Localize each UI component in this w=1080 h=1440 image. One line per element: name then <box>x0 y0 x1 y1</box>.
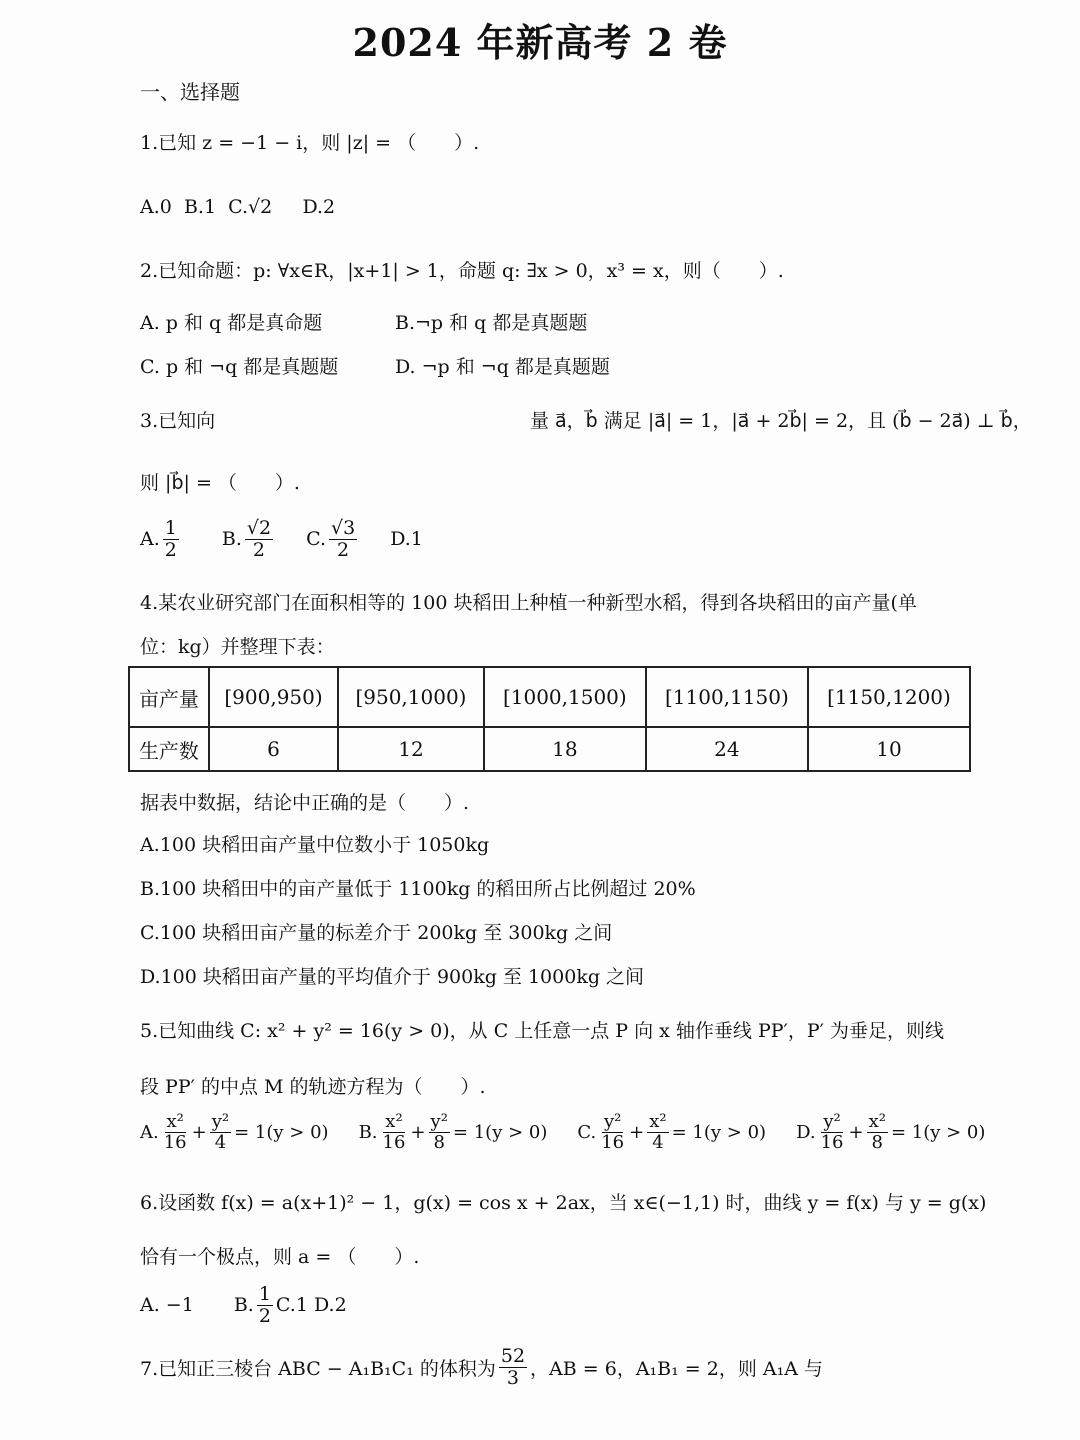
fraction-numerator: x² <box>868 1111 886 1132</box>
fraction-denominator: 8 <box>871 1131 883 1153</box>
table-cell: 24 <box>646 727 808 771</box>
question-7-stem-b: ，AB = 6，A₁B₁ = 2，则 A₁A 与 <box>530 1357 823 1380</box>
q2-option-d: D. ¬p 和 ¬q 都是真题题 <box>395 356 610 378</box>
table-cell: [1100,1150) <box>646 667 808 727</box>
q6-option-b-fraction <box>257 1284 273 1327</box>
fraction <box>599 1112 626 1153</box>
question-6-stem-line2: 恰有一个极点，则 a = （ ）. <box>140 1246 420 1268</box>
question-3-options <box>140 518 423 561</box>
fraction-denominator: 16 <box>382 1131 406 1153</box>
table-cell: 亩产量 <box>129 667 209 727</box>
table-cell: [950,1000) <box>338 667 484 727</box>
q1-option-a: A.0 <box>140 196 172 218</box>
question-3-stem-right: 量 a⃗，b⃗ 满足 |a⃗| = 1，|a⃗ + 2b⃗| = 2，且 (b⃗ − 2a⃗) ⊥ b⃗， <box>530 410 1032 432</box>
q6-option-c: C.1 <box>275 1294 308 1317</box>
fraction-denominator: 16 <box>163 1131 187 1153</box>
q6-option-b-label: B. <box>233 1294 254 1317</box>
q1-option-b: B.1 <box>183 196 217 218</box>
fraction-denominator: 3 <box>506 1366 519 1389</box>
option-tail: = 1(y > 0) <box>671 1121 767 1143</box>
fraction-numerator: 1 <box>258 1283 271 1305</box>
fraction <box>381 1112 408 1153</box>
question-6-stem-line1: 6.设函数 f(x) = a(x+1)² − 1，g(x) = cos x + 2ax，当 x∈(−1,1) 时，曲线 y = f(x) 与 y = g(x) <box>140 1192 987 1214</box>
question-5-options <box>140 1112 985 1153</box>
q4-option-c: C.100 块稻田亩产量的标差介于 200kg 至 300kg 之间 <box>140 922 613 944</box>
question-5-stem-line2: 段 PP′ 的中点 M 的轨迹方程为（ ）. <box>140 1076 486 1098</box>
question-1-stem: 1.已知 z = −1 − i，则 |z| = （ ）. <box>140 132 480 154</box>
q3-option-d: D.1 <box>390 528 423 551</box>
fraction-numerator: x² <box>385 1111 403 1132</box>
fraction-numerator: x² <box>649 1111 667 1132</box>
q3-option-c-label: C. <box>306 528 326 551</box>
q5-option-c: C. $\frac{\text{y²}}{16}$ + $\frac{\text{x²}}{4}$ = 1(y > 0) <box>577 1111 767 1153</box>
fraction <box>162 1112 189 1153</box>
fraction-denominator: 16 <box>820 1131 844 1153</box>
option-label: D. <box>796 1121 816 1143</box>
q2-option-a: A. p 和 q 都是真命题 <box>140 312 323 334</box>
yield-table <box>128 666 971 772</box>
question-4-prompt: 据表中数据，结论中正确的是（ ）. <box>140 792 470 814</box>
option-label: C. <box>577 1121 597 1143</box>
question-3-stem-line2: 则 |b⃗| = （ ）. <box>140 472 300 494</box>
table-header-row <box>129 667 970 727</box>
table-cell: 6 <box>209 727 338 771</box>
q4-option-b: B.100 块稻田中的亩产量低于 1100kg 的稻田所占比例超过 20% <box>140 878 696 900</box>
fraction-denominator: 2 <box>258 1304 271 1327</box>
table-cell: [1150,1200) <box>808 667 970 727</box>
fraction <box>647 1112 668 1153</box>
fraction <box>210 1112 231 1153</box>
q6-option-d: D.2 <box>313 1294 347 1317</box>
fraction <box>867 1112 888 1153</box>
fraction <box>819 1112 846 1153</box>
page-title: 2024 年新高考 2 卷 <box>352 20 728 65</box>
question-7-stem <box>140 1346 823 1389</box>
q5-option-d: D. $\frac{\text{y²}}{16}$ + $\frac{\text{x²}}{8}$ = 1(y > 0) <box>796 1111 986 1153</box>
q1-option-c: C.√2 <box>228 196 273 218</box>
q3-option-a-label: A. <box>140 528 160 551</box>
fraction-numerator: √3 <box>330 517 356 539</box>
fraction-denominator: 2 <box>252 538 266 561</box>
option-label: A. <box>140 1121 159 1143</box>
q4-option-a: A.100 块稻田亩产量中位数小于 1050kg <box>140 834 490 856</box>
q5-option-b: B. $\frac{\text{x²}}{16}$ + $\frac{\text{y²}}{8}$ = 1(y > 0) <box>358 1111 548 1153</box>
fraction-denominator: 2 <box>164 538 177 561</box>
q7-volume-fraction <box>499 1346 527 1389</box>
q4-option-d: D.100 块稻田亩产量的平均值介于 900kg 至 1000kg 之间 <box>140 966 645 988</box>
question-4-stem-line2: 位：kg）并整理下表： <box>140 636 335 658</box>
table-cell: 12 <box>338 727 484 771</box>
question-6-options <box>140 1284 347 1327</box>
question-5-stem-line1: 5.已知曲线 C: x² + y² = 16(y > 0)，从 C 上任意一点 P 向 x 轴作垂线 PP′，P′ 为垂足，则线 <box>140 1020 944 1042</box>
fraction-numerator: 52 <box>500 1345 526 1367</box>
fraction-denominator: 16 <box>601 1131 625 1153</box>
question-2-stem: 2.已知命题：p: ∀x∈R，|x+1| > 1，命题 q: ∃x > 0，x³ = x，则（ ）. <box>140 260 784 282</box>
q3-option-b-fraction <box>245 518 273 561</box>
fraction-numerator: 1 <box>164 517 177 539</box>
table-cell: 10 <box>808 727 970 771</box>
q2-option-c: C. p 和 ¬q 都是真题题 <box>140 356 339 378</box>
fraction-numerator: y² <box>603 1111 622 1132</box>
q3-option-c-fraction <box>329 518 357 561</box>
option-label: B. <box>358 1121 378 1143</box>
fraction-denominator: 4 <box>652 1131 664 1153</box>
option-tail: = 1(y > 0) <box>234 1121 329 1143</box>
table-cell: [1000,1500) <box>484 667 646 727</box>
question-3-stem-left: 3.已知向 <box>140 410 216 432</box>
fraction-numerator: y² <box>211 1111 230 1132</box>
q6-option-a: A. −1 <box>140 1294 194 1317</box>
q3-option-b-label: B. <box>221 528 242 551</box>
fraction-denominator: 8 <box>433 1131 445 1153</box>
question-4-stem-line1: 4.某农业研究部门在面积相等的 100 块稻田上种植一种新型水稻，得到各块稻田的亩产量(单 <box>140 592 917 614</box>
question-1-options <box>140 196 335 218</box>
table-row <box>129 727 970 771</box>
q3-option-a-fraction <box>163 518 179 561</box>
option-tail: = 1(y > 0) <box>452 1121 548 1143</box>
option-tail: = 1(y > 0) <box>890 1121 986 1143</box>
question-7-stem-a: 7.已知正三棱台 ABC − A₁B₁C₁ 的体积为 <box>140 1357 496 1380</box>
q1-option-d: D.2 <box>302 196 336 218</box>
table-cell: 18 <box>484 727 646 771</box>
q5-option-a: A. $\frac{\text{x²}}{16}$ + $\frac{\text{y²}}{4}$ = 1(y > 0) <box>140 1111 329 1153</box>
table-cell: [900,950) <box>209 667 338 727</box>
fraction-denominator: 2 <box>337 538 350 561</box>
table-cell: 生产数 <box>129 727 209 771</box>
fraction-denominator: 4 <box>214 1131 227 1153</box>
fraction-numerator: √2 <box>246 517 272 539</box>
fraction-numerator: x² <box>166 1111 184 1132</box>
q2-option-b: B.¬p 和 q 都是真题题 <box>395 312 588 334</box>
section-heading: 一、选择题 <box>140 80 240 104</box>
fraction <box>429 1112 450 1153</box>
fraction-numerator: y² <box>430 1111 448 1132</box>
fraction-numerator: y² <box>823 1111 841 1132</box>
